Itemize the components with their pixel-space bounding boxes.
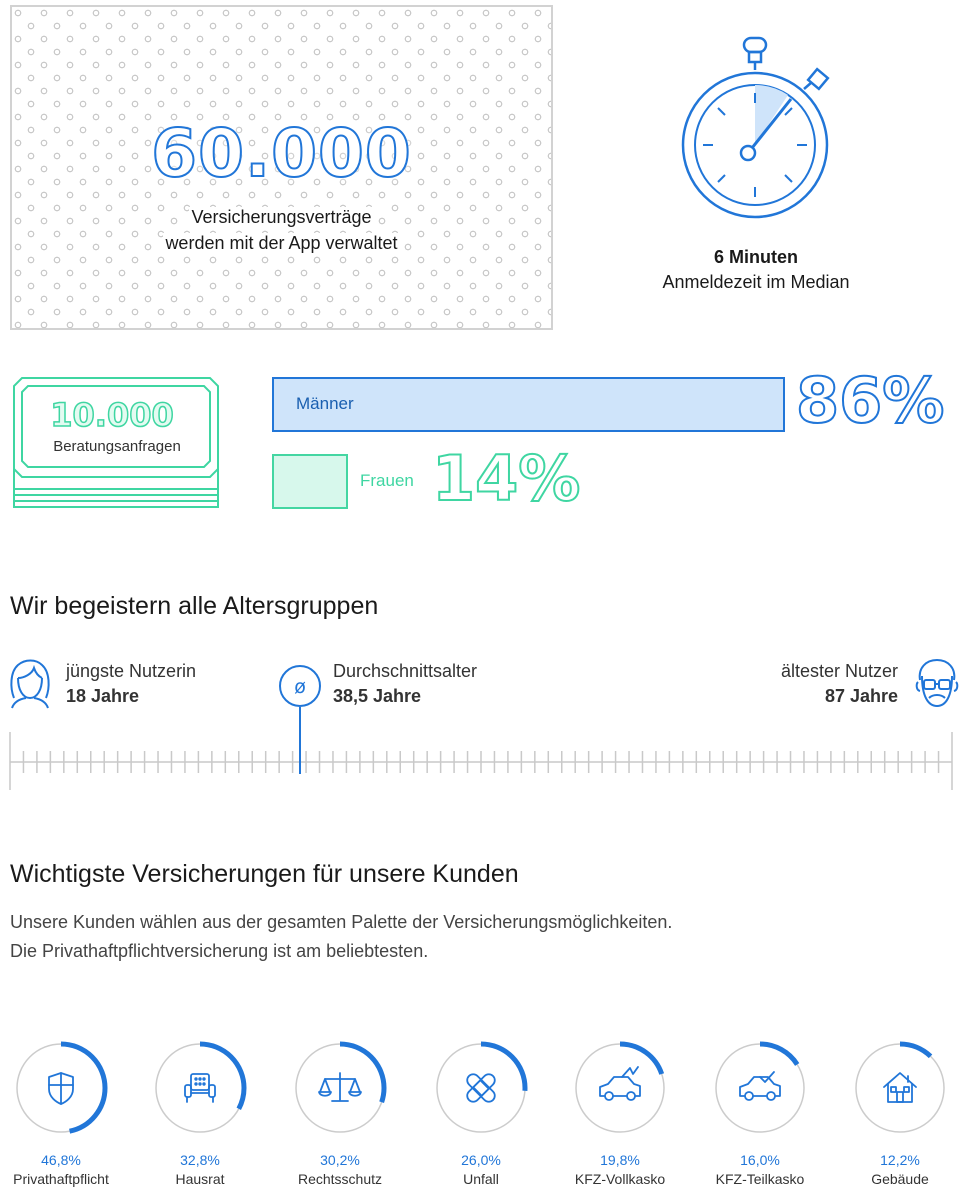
insurance-intro xyxy=(10,908,672,966)
contracts-caption-line1: Versicherungsverträge xyxy=(191,207,372,227)
insurance-label: Gebäude xyxy=(871,1171,929,1187)
average-value: 38,5 Jahre xyxy=(333,686,422,706)
insurance-label: KFZ-Teilkasko xyxy=(715,1171,805,1187)
insurance-percentage: 19,8% xyxy=(600,1152,640,1168)
scales-icon xyxy=(319,1073,361,1101)
shield-icon xyxy=(49,1073,73,1104)
insurance-donut xyxy=(150,1038,250,1138)
insurance-donut xyxy=(431,1038,531,1138)
age-ruler xyxy=(8,650,954,790)
stopwatch-subtitle: Anmeldezeit im Median xyxy=(662,272,850,292)
women-label: Frauen xyxy=(360,471,414,490)
insurance-item xyxy=(830,1038,962,1187)
insurance-label: Rechtsschutz xyxy=(297,1171,383,1187)
insurance-percentage: 32,8% xyxy=(180,1152,220,1168)
insurance-intro-line2: Die Privathaftpflichtversicherung ist am beliebtesten. xyxy=(10,941,429,961)
oldest-value: 87 Jahre xyxy=(824,686,898,706)
insurance-percentage: 12,2% xyxy=(880,1152,920,1168)
insurance-intro-line1: Unsere Kunden wählen aus der gesamten Palette der Versicherungsmöglichkeiten. xyxy=(10,912,673,932)
consultations-number: 10.000 xyxy=(50,396,174,434)
car-icon xyxy=(740,1072,780,1100)
women-bar xyxy=(272,454,348,509)
oldest-label: ältester Nutzer xyxy=(780,661,898,681)
stopwatch-title: 6 Minuten xyxy=(714,247,798,267)
average-label: Durchschnittsalter xyxy=(333,661,478,681)
insurance-label: Unfall xyxy=(463,1171,499,1187)
armchair-icon xyxy=(185,1074,215,1102)
insurance-item xyxy=(411,1038,551,1187)
insurance-label: Privathaftpflicht xyxy=(13,1171,109,1187)
contracts-card xyxy=(10,5,553,330)
insurance-donut xyxy=(570,1038,670,1138)
crashed-car-icon xyxy=(600,1067,640,1100)
insurance-donut xyxy=(850,1038,950,1138)
insurance-percentage: 26,0% xyxy=(461,1152,501,1168)
insurance-label: Hausrat xyxy=(175,1171,225,1187)
insurance-item xyxy=(130,1038,270,1187)
insurance-donut xyxy=(11,1038,111,1138)
age-heading: Wir begeistern alle Altersgruppen xyxy=(10,592,379,620)
insurance-donut xyxy=(710,1038,810,1138)
insurance-label: KFZ-Vollkasko xyxy=(574,1171,666,1187)
insurance-item xyxy=(270,1038,410,1187)
contracts-number: 60.000 xyxy=(151,115,412,192)
consultations-label: Beratungsanfragen xyxy=(53,438,181,455)
house-icon xyxy=(884,1073,916,1102)
insurance-item xyxy=(550,1038,690,1187)
insurance-percentage: 30,2% xyxy=(320,1152,360,1168)
insurance-item xyxy=(690,1038,830,1187)
bandage-icon xyxy=(465,1072,498,1105)
contracts-caption xyxy=(12,204,551,256)
youngest-label: jüngste Nutzerin xyxy=(66,661,197,681)
insurance-item xyxy=(0,1038,131,1187)
stopwatch-icon xyxy=(676,32,836,222)
men-label: Männer xyxy=(296,394,354,413)
insurance-percentage: 46,8% xyxy=(41,1152,81,1168)
youngest-value: 18 Jahre xyxy=(66,686,140,706)
insurance-donut xyxy=(290,1038,390,1138)
insurance-heading: Wichtigste Versicherungen für unsere Kunden xyxy=(10,860,519,888)
men-percentage: 86% xyxy=(796,364,945,437)
contracts-caption-line2: werden mit der App verwaltet xyxy=(165,233,398,253)
donut-track xyxy=(856,1044,944,1132)
women-percentage: 14% xyxy=(432,442,581,515)
insurance-percentage: 16,0% xyxy=(740,1152,780,1168)
average-symbol-text: ø xyxy=(294,676,306,698)
